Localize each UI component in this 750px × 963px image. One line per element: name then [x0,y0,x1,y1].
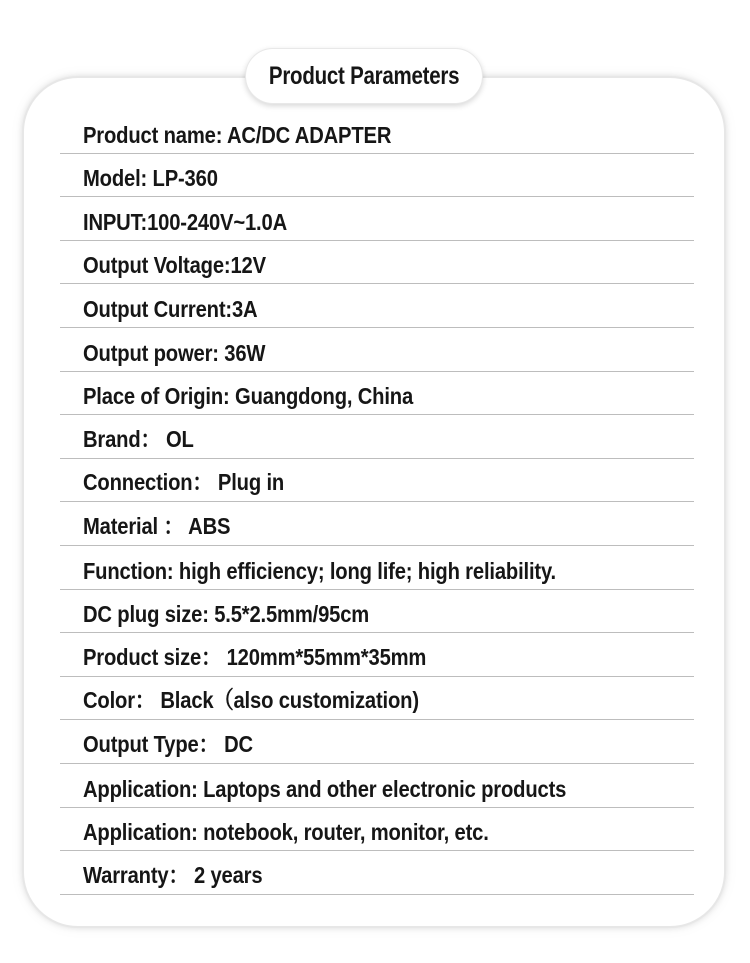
parameter-row-color [60,677,694,721]
parameter-row-output-type [60,720,694,764]
parameter-row-function [60,546,694,590]
parameter-row-application-2 [60,808,694,852]
title-badge [245,48,483,104]
parameter-text: DC plug size: 5.5*2.5mm/95cm [83,601,370,628]
parameter-text: Product size： 120mm*55mm*35mm [83,643,427,670]
parameter-row-product-name [60,110,694,154]
parameter-text: Material ： ABS [83,512,231,539]
parameter-row-warranty [60,851,694,895]
parameter-text: Place of Origin: Guangdong, China [83,383,414,410]
parameter-row-output-current [60,284,694,328]
parameter-text: Color： Black（also customization) [83,687,419,714]
parameter-row-output-voltage [60,241,694,285]
parameter-row-place-of-origin [60,372,694,416]
parameter-text: Warranty： 2 years [83,861,263,888]
parameter-list [60,110,694,895]
parameter-text: Brand： OL [83,425,194,452]
parameter-text: Function: high efficiency; long life; high reliability. [83,557,556,584]
parameter-row-application-1 [60,764,694,808]
parameter-text: Output power: 36W [83,339,266,366]
parameter-text: Output Current:3A [83,295,258,322]
parameter-row-connection [60,459,694,503]
parameter-row-material [60,502,694,546]
page-title: Product Parameters [268,61,460,90]
parameter-text: Application: Laptops and other electronic products [83,775,567,802]
parameter-text: Output Voltage:12V [83,252,266,279]
parameter-text: Output Type： DC [83,730,253,757]
parameter-row-brand [60,415,694,459]
parameter-text: Product name: AC/DC ADAPTER [83,121,392,148]
parameter-text: INPUT:100-240V~1.0A [83,208,287,235]
parameter-row-output-power [60,328,694,372]
parameter-row-dc-plug-size [60,590,694,634]
parameter-text: Connection： Plug in [83,469,285,496]
parameter-text: Application: notebook, router, monitor, etc. [83,819,489,846]
parameter-row-product-size [60,633,694,677]
parameter-row-model [60,154,694,198]
parameter-row-input [60,197,694,241]
parameter-text: Model: LP-360 [83,165,218,192]
